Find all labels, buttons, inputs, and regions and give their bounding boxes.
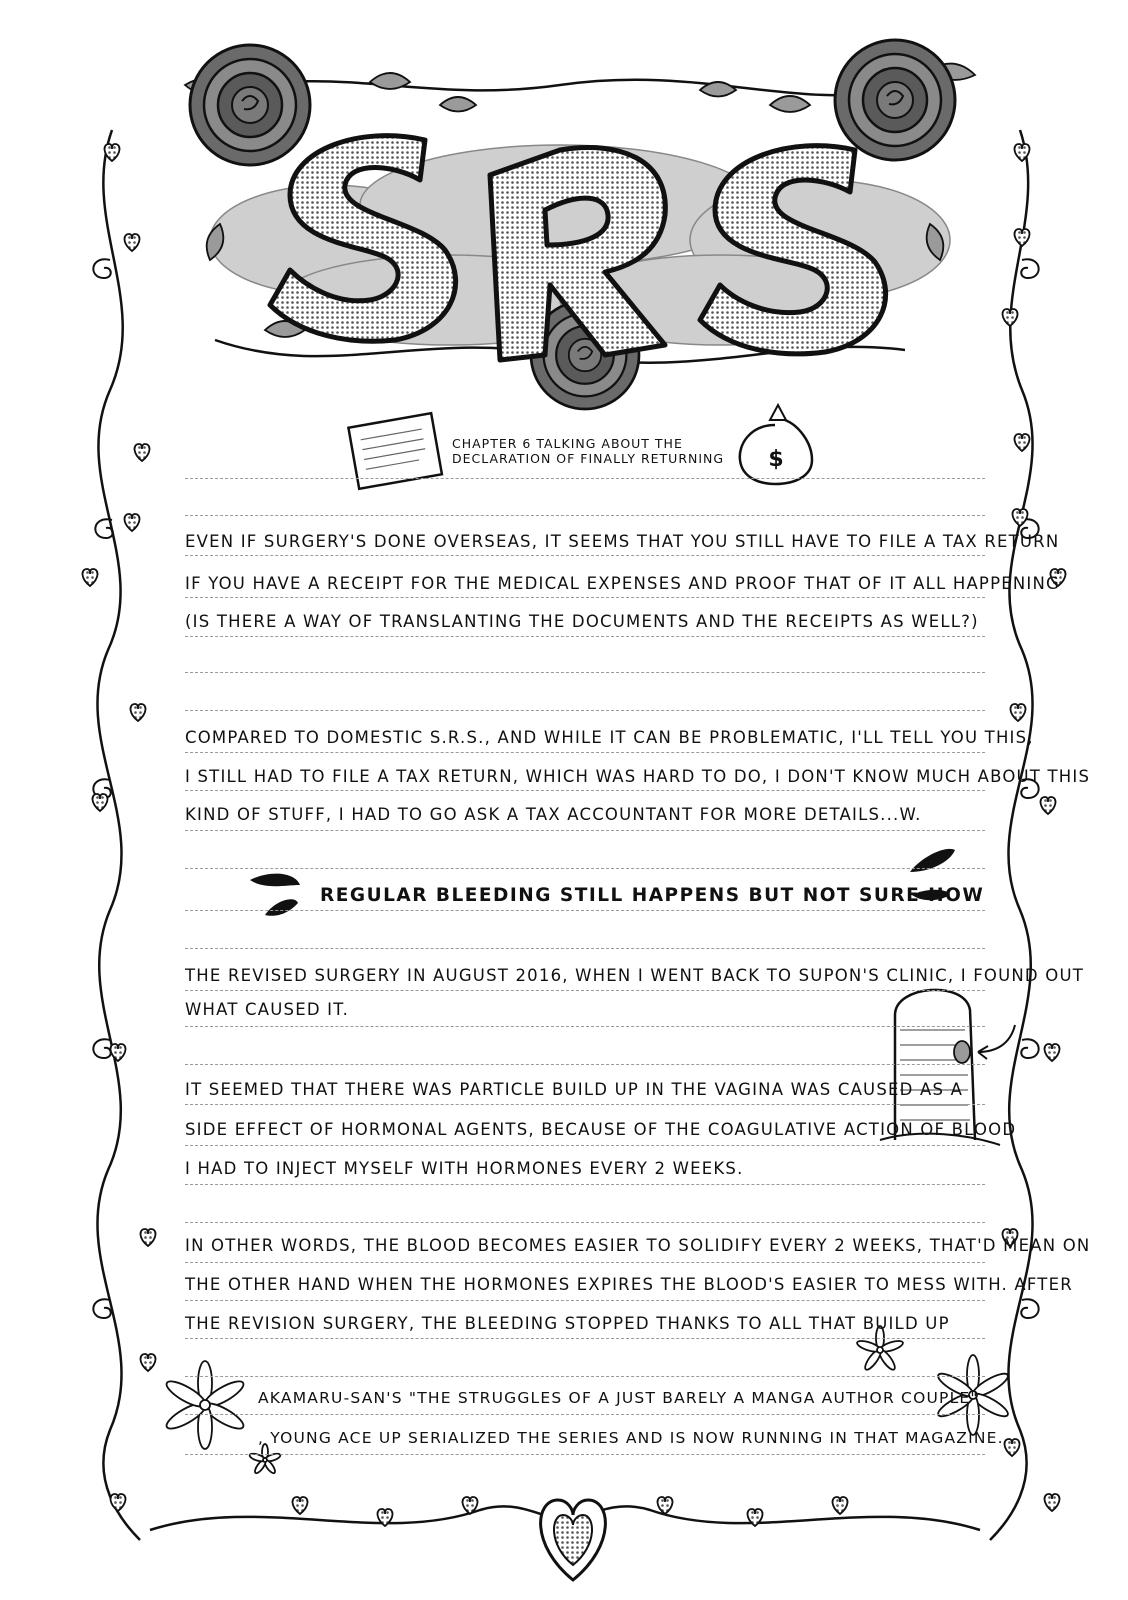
rule-line	[185, 1222, 985, 1223]
rule-line	[185, 790, 985, 791]
text-line: THE OTHER HAND WHEN THE HORMONES EXPIRES THE BLOOD'S EASIER TO MESS WITH. AFTER	[185, 1275, 1073, 1294]
rule-line	[185, 990, 985, 991]
rule-line	[185, 1300, 985, 1301]
rule-line	[185, 672, 985, 673]
rule-line	[185, 868, 985, 869]
text-line: WHAT CAUSED IT.	[185, 1000, 350, 1019]
rule-line	[185, 830, 985, 831]
rule-line	[185, 710, 985, 711]
section-heading: REGULAR BLEEDING STILL HAPPENS BUT NOT SURE HOW	[320, 885, 985, 906]
rule-line	[185, 1338, 985, 1339]
rule-line	[185, 1026, 985, 1027]
rule-line	[185, 1262, 985, 1263]
text-line: I HAD TO INJECT MYSELF WITH HORMONES EVERY 2 WEEKS.	[185, 1159, 744, 1178]
rule-line	[185, 910, 985, 911]
text-line: COMPARED TO DOMESTIC S.R.S., AND WHILE IT CAN BE PROBLEMATIC, I'LL TELL YOU THIS,	[185, 728, 1034, 747]
rule-line	[185, 1414, 985, 1415]
rule-line	[185, 1376, 985, 1377]
rule-line	[185, 948, 985, 949]
rule-line	[185, 1454, 985, 1455]
text-line: THE REVISED SURGERY IN AUGUST 2016, WHEN I WENT BACK TO SUPON'S CLINIC, I FOUND OUT	[185, 966, 1085, 985]
text-line: IN OTHER WORDS, THE BLOOD BECOMES EASIER TO SOLIDIFY EVERY 2 WEEKS, THAT'D MEAN ON	[185, 1236, 1091, 1255]
rule-line	[185, 555, 985, 556]
rule-line	[185, 1145, 985, 1146]
rule-line	[185, 515, 985, 516]
rule-line	[185, 1104, 985, 1105]
chapter-title: CHAPTER 6 TALKING ABOUT THE DECLARATION OF FINALLY RETURNING	[452, 436, 725, 466]
rule-line	[185, 1184, 985, 1185]
text-line: EVEN IF SURGERY'S DONE OVERSEAS, IT SEEMS THAT YOU STILL HAVE TO FILE A TAX RETURN	[185, 532, 1060, 551]
money-symbol: $	[768, 447, 784, 472]
text-line: SIDE EFFECT OF HORMONAL AGENTS, BECAUSE OF THE COAGULATIVE ACTION OF BLOOD	[185, 1120, 1017, 1139]
text-line: IT SEEMED THAT THERE WAS PARTICLE BUILD UP IN THE VAGINA WAS CAUSED AS A	[185, 1080, 964, 1099]
text-line: THE REVISION SURGERY, THE BLEEDING STOPPED THANKS TO ALL THAT BUILD UP	[185, 1314, 950, 1333]
text-line: IF YOU HAVE A RECEIPT FOR THE MEDICAL EXPENSES AND PROOF THAT OF IT ALL HAPPENING	[185, 574, 1060, 593]
rule-line	[185, 597, 985, 598]
text-line: AKAMARU-SAN'S "THE STRUGGLES OF A JUST BARELY A MANGA AUTHOR COUPLE"	[258, 1389, 979, 1407]
rule-line	[185, 1064, 985, 1065]
rule-line	[185, 636, 985, 637]
text-line: KIND OF STUFF, I HAD TO GO ASK A TAX ACCOUNTANT FOR MORE DETAILS...W.	[185, 805, 922, 824]
rule-line	[185, 478, 985, 479]
text-line: I STILL HAD TO FILE A TAX RETURN, WHICH WAS HARD TO DO, I DON'T KNOW MUCH ABOUT THIS	[185, 767, 1091, 786]
text-line: , YOUNG ACE UP SERIALIZED THE SERIES AND IS NOW RUNNING IN THAT MAGAZINE.	[258, 1429, 1004, 1447]
text-line: (IS THERE A WAY OF TRANSLANTING THE DOCUMENTS AND THE RECEIPTS AS WELL?)	[185, 612, 979, 631]
rule-line	[185, 752, 985, 753]
page-title	[540, 60, 542, 61]
